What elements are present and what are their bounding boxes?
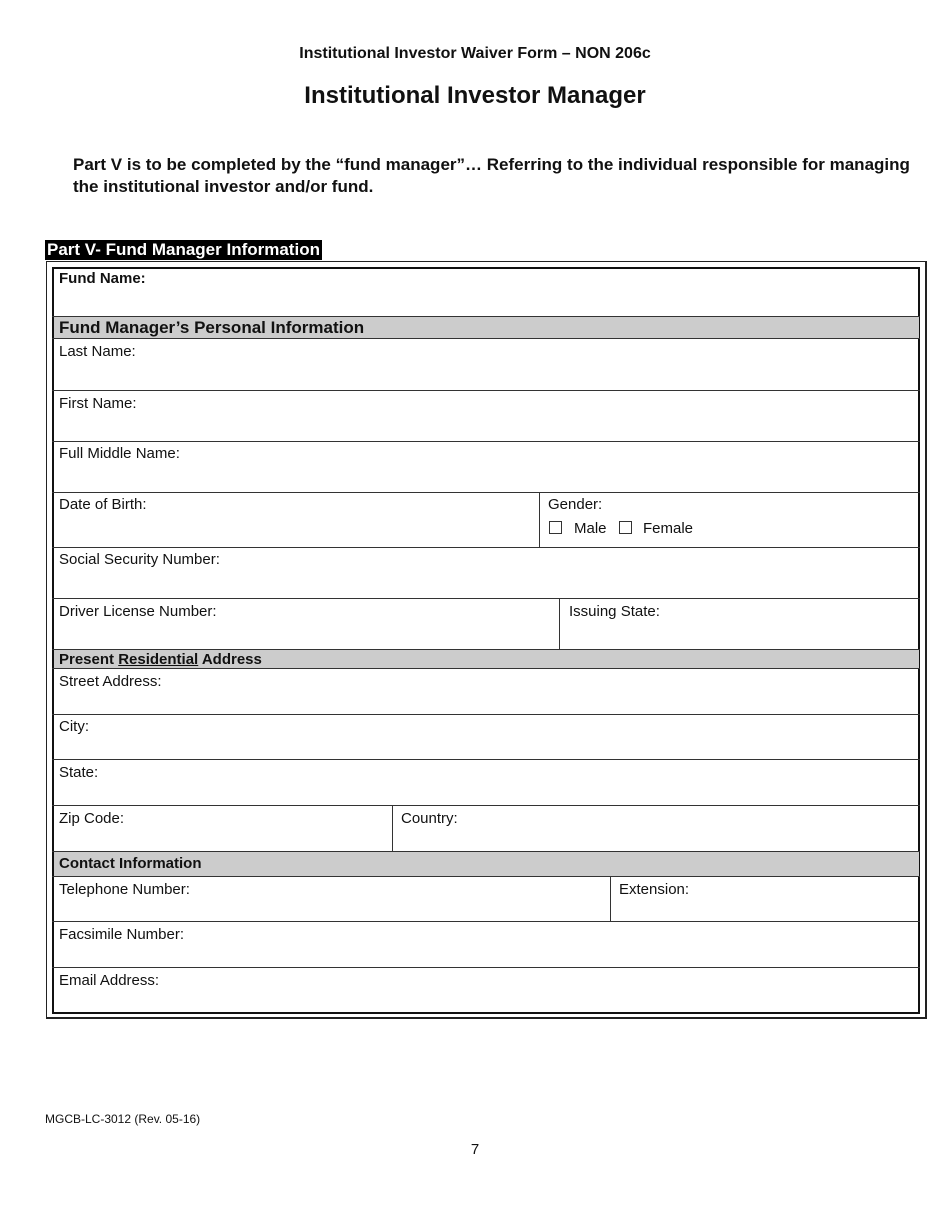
city-label: City:: [59, 718, 89, 735]
row-divider: [52, 967, 920, 968]
row-divider: [52, 759, 920, 760]
column-divider: [539, 492, 540, 547]
fund-name-label: Fund Name:: [59, 270, 146, 287]
extension-label: Extension:: [619, 881, 690, 898]
address-header-post: Address: [198, 651, 262, 668]
address-header-pre: Present: [59, 651, 119, 668]
male-checkbox[interactable]: [549, 521, 562, 534]
form-code: MGCB-LC-3012 (Rev. 05-16): [45, 1112, 201, 1126]
section-title: Part V- Fund Manager Information: [47, 240, 320, 259]
state-label: State:: [59, 764, 99, 781]
address-header-underlined: Residential: [118, 651, 199, 668]
column-divider: [610, 876, 611, 921]
page-title: Institutional Investor Manager: [304, 82, 646, 109]
first-name-label: First Name:: [59, 395, 137, 412]
telephone-label: Telephone Number:: [59, 881, 190, 898]
row-divider: [52, 492, 920, 493]
address-header: [59, 651, 262, 668]
row-divider: [52, 316, 920, 317]
personal-info-band: [54, 317, 919, 338]
row-divider: [52, 876, 920, 877]
dob-label: Date of Birth:: [59, 496, 147, 513]
gender-label: Gender:: [548, 496, 603, 513]
page-number: 7: [470, 1141, 480, 1158]
row-divider: [52, 598, 920, 599]
fax-label: Facsimile Number:: [59, 926, 185, 943]
male-label: Male: [574, 520, 607, 537]
row-divider: [52, 390, 920, 391]
row-divider: [52, 921, 920, 922]
row-divider: [52, 338, 920, 339]
contact-header: Contact Information: [59, 855, 202, 872]
row-divider: [52, 441, 920, 442]
row-divider: [52, 805, 920, 806]
form-title: Institutional Investor Waiver Form – NON 206c: [299, 45, 651, 62]
personal-info-header: Fund Manager’s Personal Information: [59, 318, 365, 337]
country-label: Country:: [401, 810, 458, 827]
female-checkbox[interactable]: [619, 521, 632, 534]
ssn-label: Social Security Number:: [59, 551, 220, 568]
driver-license-label: Driver License Number:: [59, 603, 217, 620]
row-divider: [52, 851, 920, 852]
row-divider: [52, 714, 920, 715]
zip-code-label: Zip Code:: [59, 810, 125, 827]
female-label: Female: [643, 520, 694, 537]
street-address-label: Street Address:: [59, 673, 162, 690]
row-divider: [52, 547, 920, 548]
row-divider: [52, 668, 920, 669]
column-divider: [392, 805, 393, 851]
intro-text: Part V is to be completed by the “fund manager”… Referring to the individual responsible for managing the institutional investor and/or fund.: [73, 155, 910, 196]
row-divider: [52, 649, 920, 650]
middle-name-label: Full Middle Name:: [59, 445, 180, 462]
column-divider: [559, 598, 560, 649]
form-inner-border: [52, 267, 920, 1014]
last-name-label: Last Name:: [59, 343, 136, 360]
contact-band: [54, 852, 919, 876]
address-band: [54, 650, 919, 668]
email-label: Email Address:: [59, 972, 160, 989]
issuing-state-label: Issuing State:: [569, 603, 660, 620]
